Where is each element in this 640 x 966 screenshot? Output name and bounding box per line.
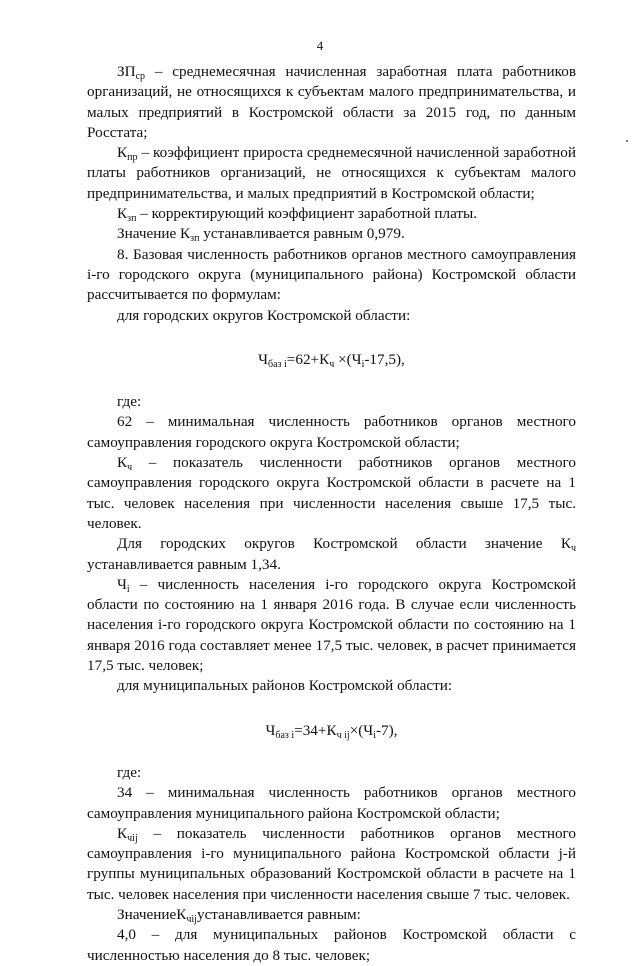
definition-zp-sr: $ЗП_{ср}$ – среднемесячная начисленная заработная плата работников организаций, не относящихся к субъектам малого предпринимательства, и малых предприятий в Костромской области за 2015 год, по данным Росстата; [87,63,576,141]
page-number: 4 [316,38,324,53]
urban-intro: для городских округов Костромской области: [117,306,411,324]
margin-mark [626,140,628,142]
formula-urban: $Ч_{баз i}=62+К_ч \times(Ч_i-17,5)$, [258,350,405,370]
value-4-0: 4,0 – для муниципальных районов Костромской области с численностью населения до 8 тыс. человек; [87,926,576,964]
where-label-1: где: [117,393,142,411]
k-ch-value: Для городских округов Костромской области значение $К_ч$ устанавливается равным 1,34. [87,535,576,573]
definition-ch-i: $Ч_i$ – численность населения i-го городского округа Костромской области по состоянию на 1 января 2016 года. В случае если численность населения i-го городского округа Костромской области по состоянию на 1 января 2016 года составляет менее 17,5 тыс. человек, в расчет принимается 17,5 тыс. человек; [87,575,576,675]
definition-k-zp: $К_{зп}$ – корректирующий коэффициент заработной платы. [117,205,478,225]
where-label-2: где: [117,763,142,781]
document-body [87,62,576,966]
definition-62: 62 – минимальная численность работников органов местного самоуправления городского округа Костромской области; [87,413,576,451]
formula-municipal: $Ч_{баз i}=34+К_{ч ij}\times(Ч_i-7)$, [265,721,398,741]
k-zp-value: Значение $К_{зп}$ устанавливается равным 0,979. [117,225,405,245]
k-chij-value: ЗначениеК$_{чij}$устанавливается равным: [117,905,361,925]
definition-k-ch: $К_ч$ – показатель численности работников органов местного самоуправления городского округа Костромской области в расчете на 1 тыс. человек населения при численности населения свыше 17,5 тыс. человек. [87,454,576,532]
definition-k-chij: $К_{чij}$ – показатель численности работников органов местного самоуправления i-го муниципального района Костромской области j-й группы муниципальных образований Костромской области в расчете на 1 тыс. человек населения при численности населения свыше 7 тыс. человек. [87,824,576,903]
definition-k-pr: $К_{пр}$ – коэффициент прироста среднемесячной начисленной заработной платы работников организаций, не относящихся к субъектам малого предпринимательства, и малых предприятий в Костромской области; [87,144,576,202]
municipal-intro: для муниципальных районов Костромской области: [117,677,453,695]
item-8: 8. Базовая численность работников органов местного самоуправления i-го городского округа (муниципального района) Костромской области рассчитывается по формулам: [87,245,576,304]
definition-34: 34 – минимальная численность работников органов местного самоуправления муниципального района Костромской области; [87,784,576,822]
